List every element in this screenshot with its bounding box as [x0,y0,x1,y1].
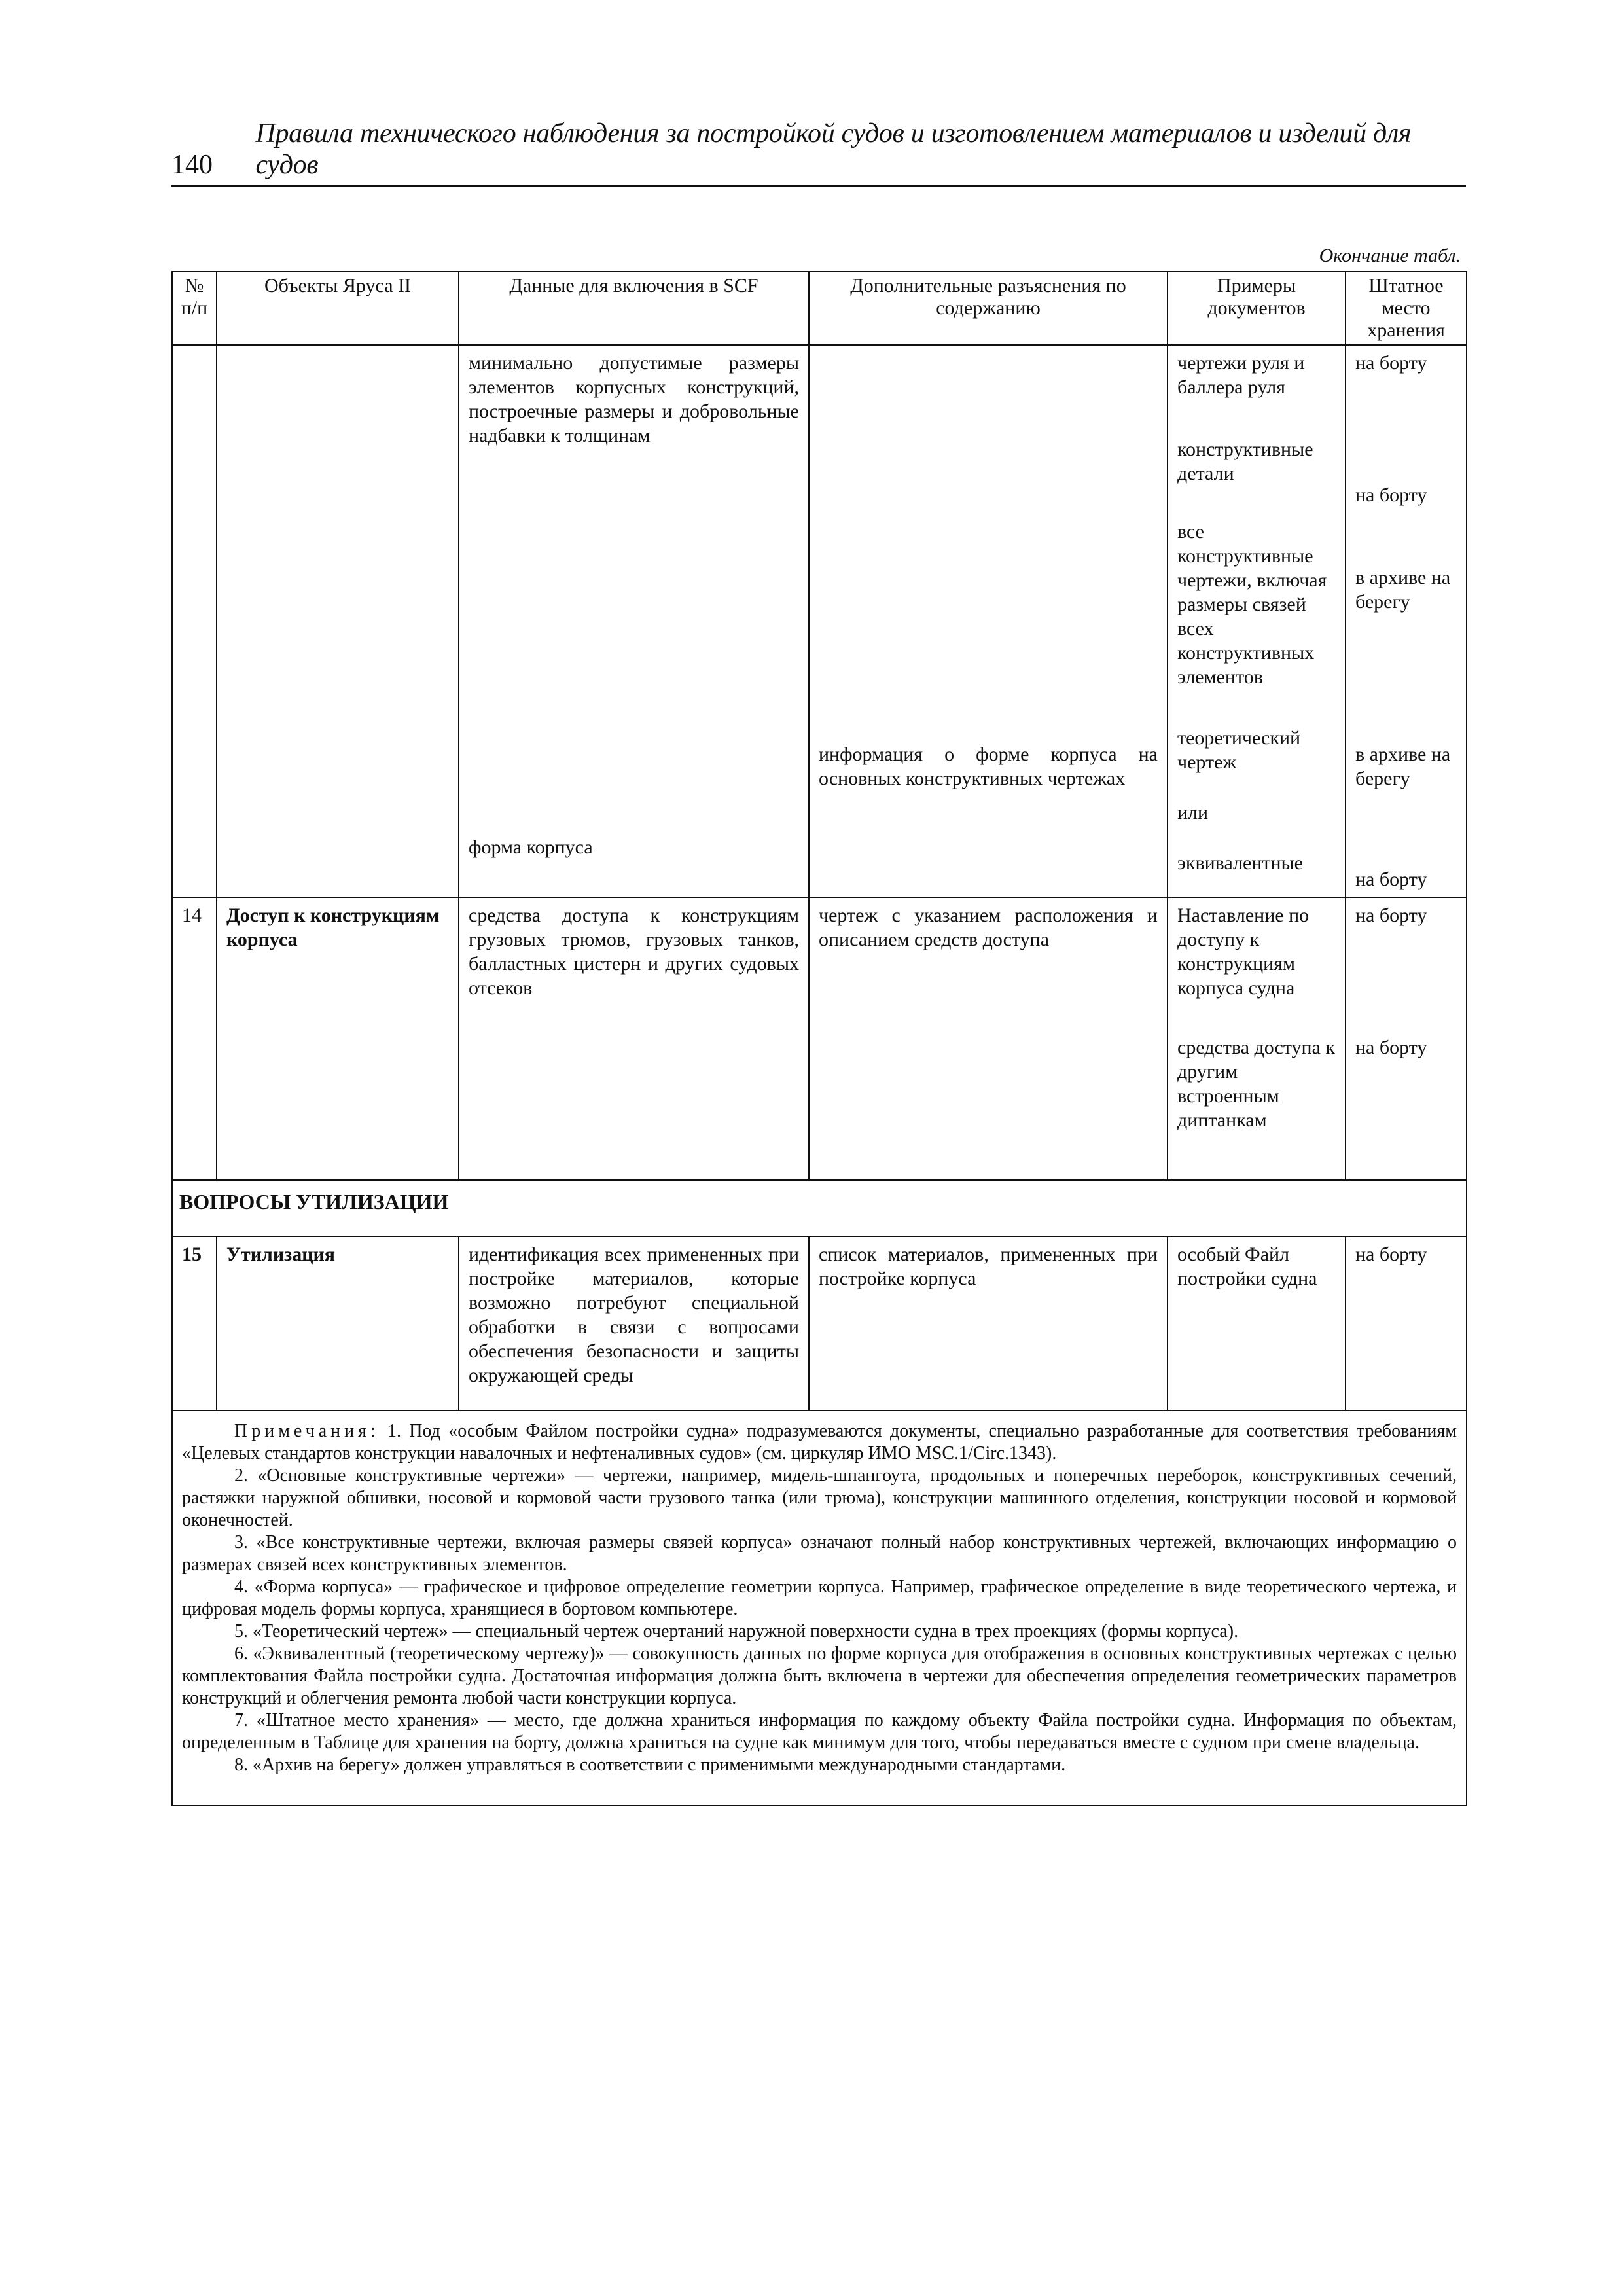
cell-examples: особый Файл постройки судна [1168,1236,1346,1410]
data-text: минимально допустимые размеры элементов корпусных конструкций, построечные размеры и добровольные надбавки к толщинам [469,352,799,446]
note-2: 2. «Основные конструктивные чертежи» — чертежи, например, мидель-шпангоута, продольных и поперечных переборок, конструктивных сечений, растяжки наружной обшивки, носовой и кормовой части грузового танка (или трюма), конструкции машинного отделения, конструкции носовой и кормовой оконечностей. [182,1465,1457,1530]
col-header-data: Данные для включения в SCF [459,272,809,345]
col-header-examples: Примеры документов [1168,272,1346,345]
notes-label: Примечания: [234,1421,380,1441]
storage-place: в архиве на берегу [1355,567,1451,613]
note-8: 8. «Архив на берегу» должен управляться в соответствии с применимыми международными стандартами. [234,1755,1066,1775]
scf-table [171,271,1467,1806]
note-7: 7. «Штатное место хранения» — место, где должна храниться информация по каждому объекту Файла постройки судна. Информация по объектам, определенным в Таблице для хранения на борту, должна храниться на судне как минимум для того, чтобы передаваться вместе с судном при смене владельца. [182,1710,1457,1753]
example-doc: Наставление по доступу к конструкциям корпуса судна [1177,905,1310,999]
col-header-num: № п/п [172,272,217,345]
cell-storage [1346,345,1467,897]
cell-storage: на борту [1346,1236,1467,1410]
col-header-objects: Объекты Яруса II [217,272,459,345]
section-heading: ВОПРОСЫ УТИЛИЗАЦИИ [172,1180,1467,1236]
notes-row [172,1410,1467,1806]
note-3: 3. «Все конструктивные чертежи, включая размеры связей корпуса» означают полный набор конструктивных чертежей, включающих информацию о размерах связей всех конструктивных элементов. [182,1532,1457,1575]
page-number: 140 [171,150,213,180]
table-header-row [172,272,1467,345]
running-title: Правила технического наблюдения за постройкой судов и изготовлением материалов и изделий для судов [255,118,1412,180]
example-doc: эквивалентные [1177,852,1303,874]
cell-num [172,345,217,897]
cell-data: идентификация всех примененных при постройке материалов, которые возможно потребуют специальной обработки в связи с вопросами обеспечения безопасности и защиты окружающей среды [459,1236,809,1410]
storage-place: на борту [1355,352,1427,374]
note-5: 5. «Теоретический чертеж» — специальный чертеж очертаний наружной поверхности судна в трех проекциях (формы корпуса). [234,1621,1239,1641]
col-header-storage: Штатное место хранения [1346,272,1467,345]
cell-examples [1168,897,1346,1180]
extra-text: информация о форме корпуса на основных конструктивных чертежах [819,744,1158,789]
cell-extra: чертеж с указанием расположения и описанием средств доступа [809,897,1168,1180]
notes-block [172,1410,1467,1806]
storage-place: на борту [1355,1037,1427,1058]
cell-storage [1346,897,1467,1180]
example-doc: или [1177,802,1209,823]
cell-num: 15 [172,1236,217,1410]
cell-object: Утилизация [217,1236,459,1410]
storage-place: на борту [1355,869,1427,890]
table-row [172,897,1467,1180]
table-continuation-note: Окончание табл. [1319,245,1461,266]
cell-extra: список материалов, примененных при постройке корпуса [809,1236,1168,1410]
note-6: 6. «Эквивалентный (теоретическому чертежу)» — совокупность данных по форме корпуса для отображения в основных конструктивных чертежах с целью комплектования Файла постройки судна. Достаточная информация должна быть включена в чертежи для обеспечения определения геометрических параметров конструкций и облегчения ремонта любой части конструкции корпуса. [182,1643,1457,1708]
cell-data: средства доступа к конструкциям грузовых трюмов, грузовых танков, балластных цистерн и других судовых отсеков [459,897,809,1180]
table-row [172,345,1467,897]
storage-place: на борту [1355,905,1427,926]
example-doc: теоретический чертеж [1177,727,1301,773]
cell-num: 14 [172,897,217,1180]
storage-place: в архиве на берегу [1355,744,1451,789]
storage-place: на борту [1355,484,1427,506]
note-1: 1. Под «особым Файлом постройки судна» подразумеваются документы, специально разработанные для соответствия требованиям «Целевых стандартов конструкции навалочных и нефтеналивных судов» (см. циркуляр ИМО MSC.1/Circ.1343). [182,1421,1457,1463]
cell-extra [809,345,1168,897]
example-doc: чертежи руля и баллера руля [1177,352,1305,398]
example-doc: средства доступа к другим встроенным диптанкам [1177,1037,1335,1131]
cell-examples [1168,345,1346,897]
table-row [172,1236,1467,1410]
cell-object: Доступ к конструкциям корпуса [217,897,459,1180]
cell-object [217,345,459,897]
page-header [171,118,1466,187]
cell-data [459,345,809,897]
data-text-hull-shape: форма корпуса [469,836,593,858]
note-4: 4. «Форма корпуса» — графическое и цифровое определение геометрии корпуса. Например, графическое определение в виде теоретического чертежа, и цифровая модель формы корпуса, хранящиеся в бортовом компьютере. [182,1577,1457,1619]
section-row [172,1180,1467,1236]
example-doc: все конструктивные чертежи, включая размеры связей всех конструктивных элементов [1177,521,1327,688]
example-doc: конструктивные детали [1177,439,1313,484]
col-header-extra: Дополнительные разъяснения по содержанию [809,272,1168,345]
